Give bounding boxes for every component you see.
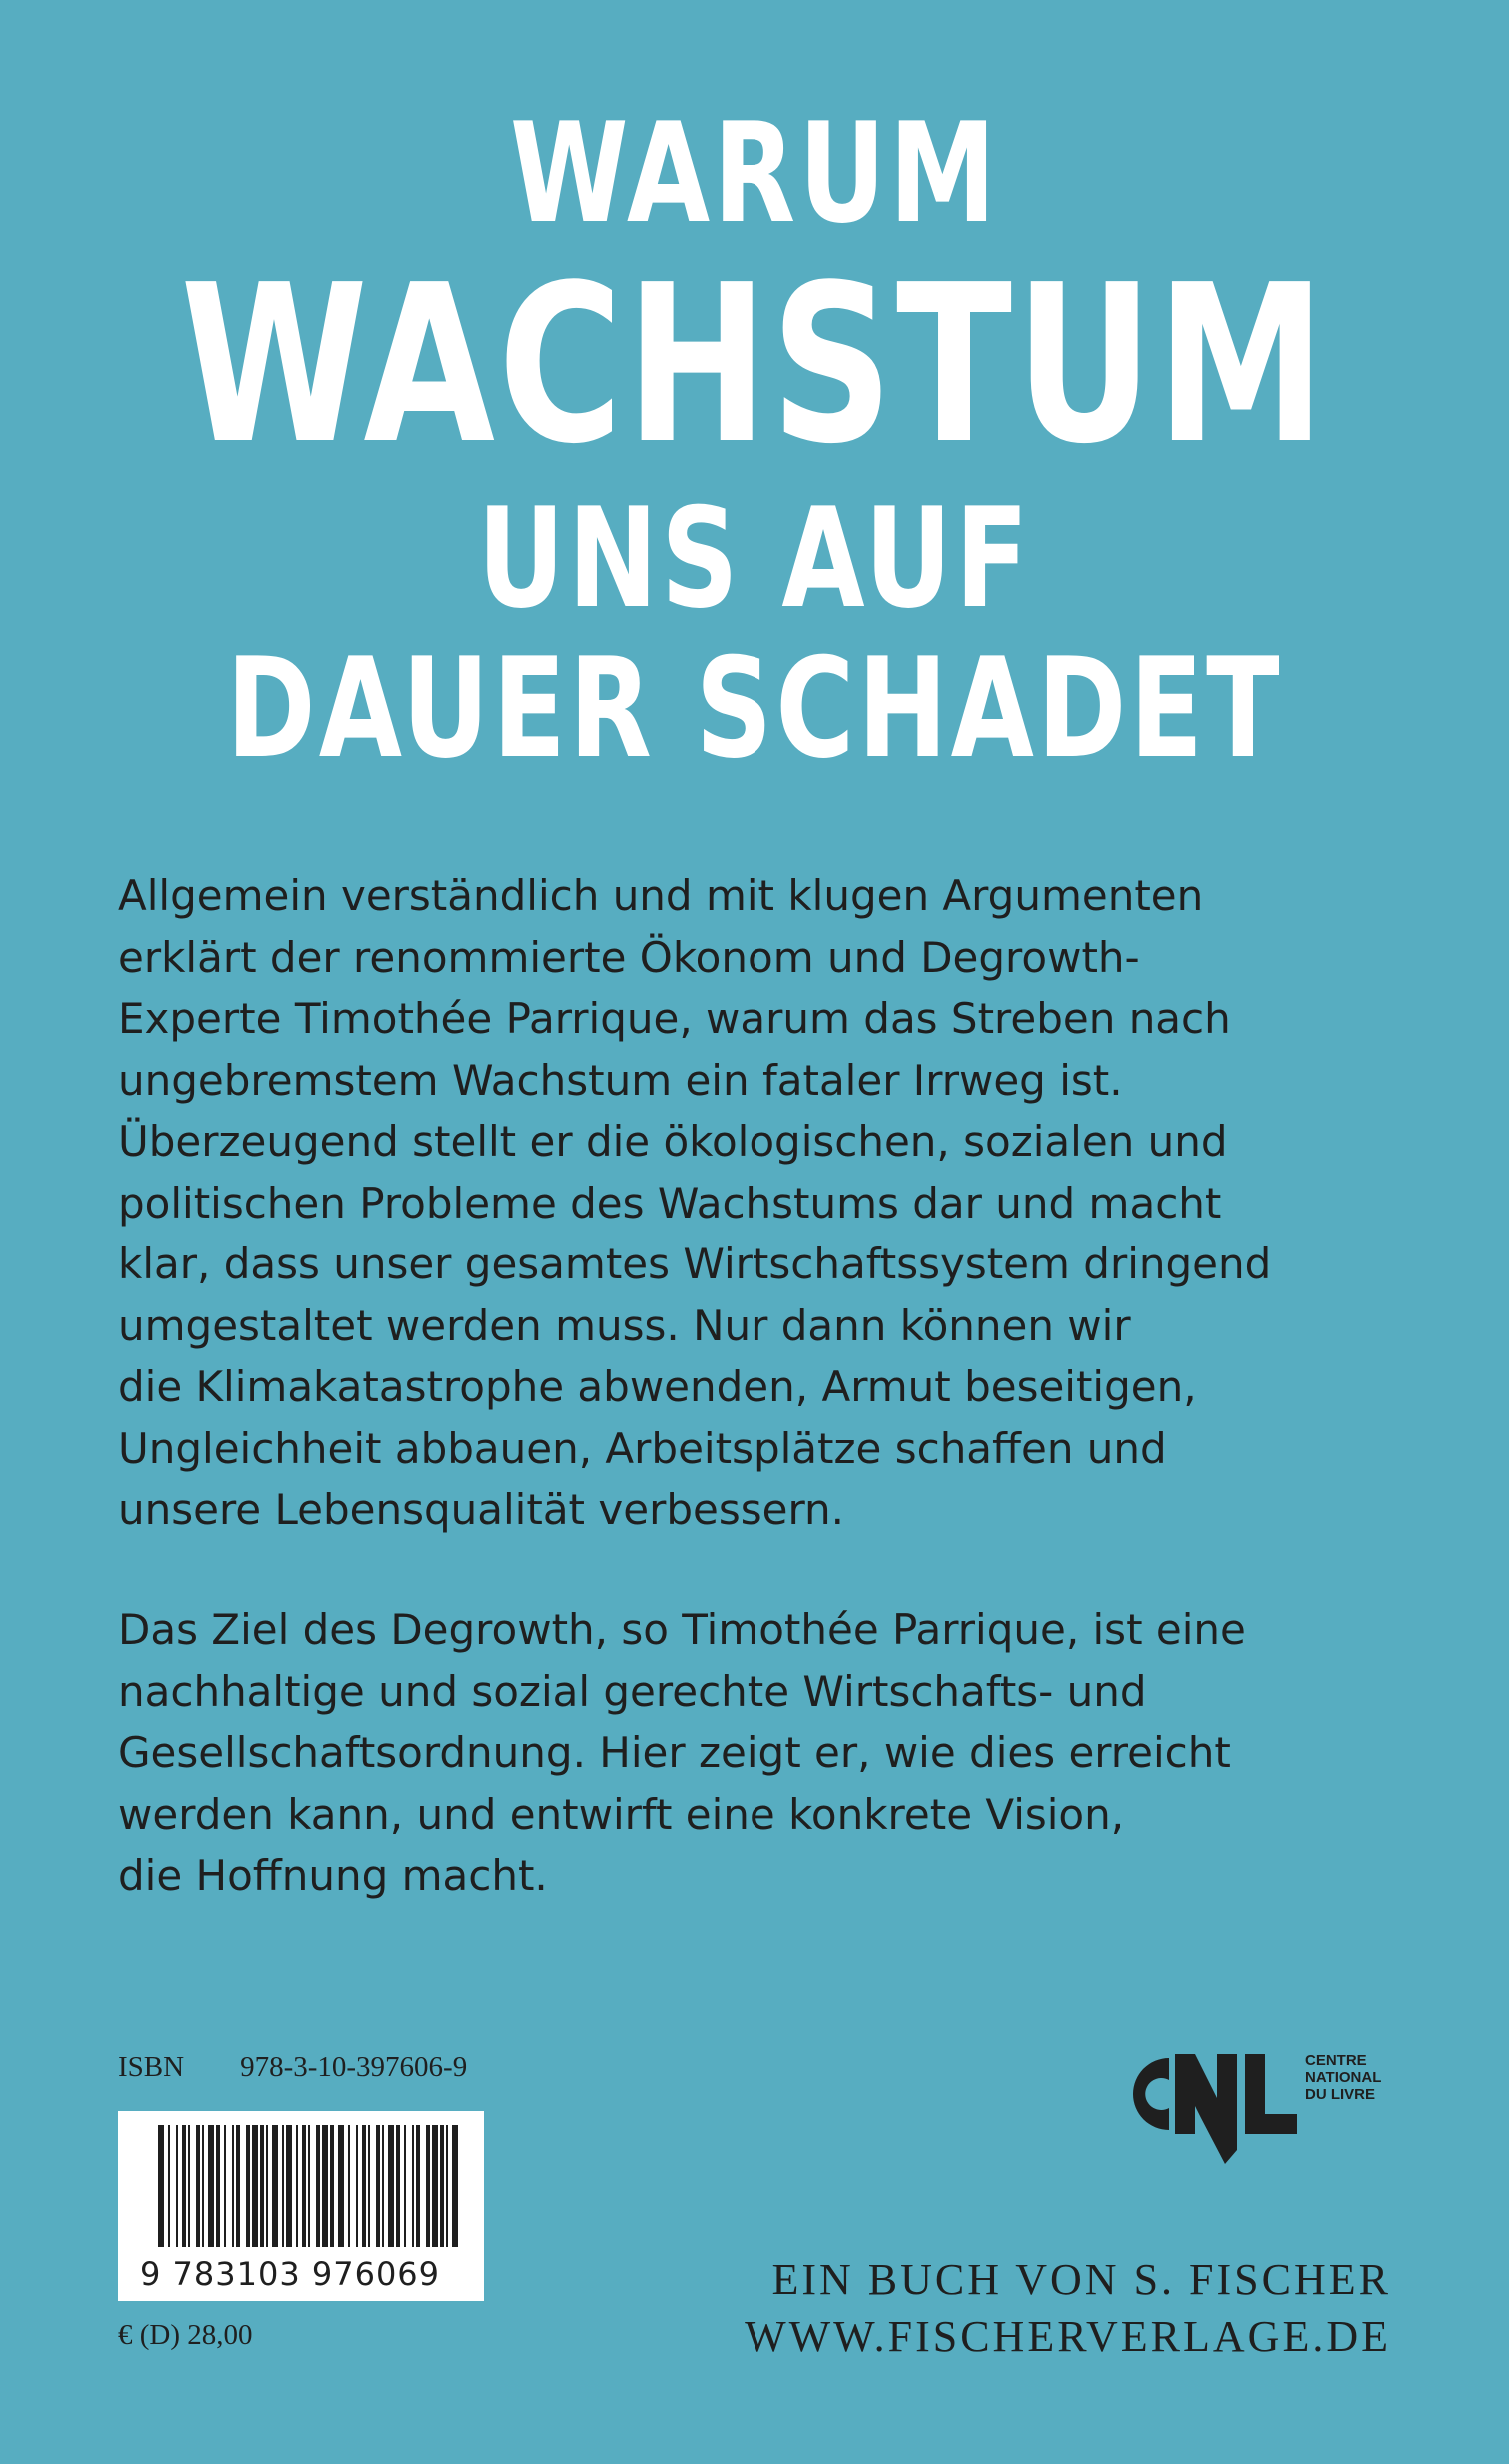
barcode-bar bbox=[396, 2125, 400, 2247]
barcode-bar bbox=[440, 2125, 444, 2247]
barcode-bar bbox=[362, 2125, 366, 2247]
isbn-number: 978-3-10-397606-9 bbox=[240, 2051, 468, 2083]
cnl-mark-icon bbox=[1111, 2024, 1301, 2164]
barcode-bar bbox=[232, 2125, 234, 2247]
barcode-bar bbox=[252, 2125, 258, 2247]
headline-line-4: DAUER SCHADET bbox=[226, 628, 1283, 789]
barcode-bar bbox=[368, 2125, 370, 2247]
barcode-bar bbox=[348, 2125, 350, 2247]
blurb-line: nachhaltige und sozial gerechte Wirtschafts- und bbox=[118, 1666, 1147, 1716]
blurb-line: Das Ziel des Degrowth, so Timothée Parrique, ist eine bbox=[118, 1605, 1246, 1654]
barcode-bar bbox=[412, 2125, 414, 2247]
isbn-row bbox=[118, 2051, 467, 2084]
barcode-bar bbox=[382, 2125, 384, 2247]
barcode-bar bbox=[330, 2125, 334, 2247]
headline bbox=[0, 93, 1509, 789]
barcode-bar bbox=[426, 2125, 430, 2247]
barcode-bar bbox=[196, 2125, 200, 2247]
blurb-line: werden kann, und entwirft eine konkrete Vision, bbox=[118, 1789, 1125, 1839]
headline-line-2: WACHSTUM bbox=[180, 239, 1329, 492]
barcode-bar bbox=[322, 2125, 328, 2247]
blurb-line: politischen Probleme des Wachstums dar und macht bbox=[118, 1178, 1222, 1228]
barcode-bar bbox=[188, 2125, 190, 2247]
barcode-bar bbox=[158, 2125, 164, 2247]
barcode-bar bbox=[308, 2125, 310, 2247]
blurb-paragraph-1 bbox=[118, 865, 1407, 1541]
barcode bbox=[118, 2111, 484, 2301]
barcode-bar bbox=[446, 2125, 448, 2247]
barcode-digits: 9 783103 976069 bbox=[140, 2255, 441, 2293]
blurb-paragraph-2 bbox=[118, 1599, 1407, 1907]
barcode-bar bbox=[236, 2125, 240, 2247]
headline-line-1: WARUM bbox=[509, 93, 1000, 254]
barcode-bar bbox=[296, 2125, 298, 2247]
barcode-bar bbox=[246, 2125, 250, 2247]
publisher-website: WWW.FISCHERVERLAGE.DE bbox=[745, 2312, 1391, 2361]
barcode-bar bbox=[286, 2125, 292, 2247]
blurb-line: Experte Timothée Parrique, warum das Streben nach bbox=[118, 994, 1231, 1043]
barcode-bar bbox=[416, 2125, 420, 2247]
headline-line-3: UNS AUF bbox=[477, 478, 1032, 639]
blurb-line: unsere Lebensqualität verbessern. bbox=[118, 1485, 844, 1534]
barcode-bar bbox=[404, 2125, 406, 2247]
cnl-text bbox=[1305, 2052, 1381, 2103]
barcode-bar bbox=[176, 2125, 178, 2247]
publisher-line-1: EIN BUCH VON S. FISCHER bbox=[771, 2255, 1391, 2304]
barcode-bar bbox=[376, 2125, 380, 2247]
blurb-line: umgestaltet werden muss. Nur dann können wir bbox=[118, 1300, 1131, 1350]
blurb-line: die Hoffnung macht. bbox=[118, 1851, 548, 1900]
barcode-bar bbox=[266, 2125, 268, 2247]
blurb-line: Allgemein verständlich und mit klugen Argumenten bbox=[118, 871, 1204, 920]
cnl-text-line: CENTRE bbox=[1305, 2052, 1367, 2069]
isbn-label: ISBN bbox=[118, 2051, 185, 2083]
barcode-bar bbox=[216, 2125, 220, 2247]
barcode-bar bbox=[272, 2125, 278, 2247]
barcode-bar bbox=[224, 2125, 226, 2247]
cnl-logo bbox=[1111, 2024, 1411, 2164]
blurb-line: Ungleichheit abbauen, Arbeitsplätze schaffen und bbox=[118, 1423, 1167, 1473]
barcode-bar bbox=[432, 2125, 438, 2247]
blurb-line: ungebremstem Wachstum ein fataler Irrweg ist. bbox=[118, 1055, 1123, 1105]
publisher bbox=[745, 2251, 1391, 2365]
cnl-text-line: DU LIVRE bbox=[1305, 2086, 1376, 2103]
barcode-bar bbox=[182, 2125, 186, 2247]
cnl-text-line: NATIONAL bbox=[1305, 2069, 1382, 2086]
price: € (D) 28,00 bbox=[118, 2319, 253, 2351]
barcode-bar bbox=[282, 2125, 284, 2247]
blurb-line: Überzeugend stellt er die ökologischen, sozialen und bbox=[118, 1117, 1228, 1166]
barcode-bar bbox=[388, 2125, 394, 2247]
barcode-bar bbox=[202, 2125, 204, 2247]
barcode-bar bbox=[338, 2125, 344, 2247]
barcode-bar bbox=[208, 2125, 214, 2247]
barcode-bar bbox=[260, 2125, 264, 2247]
barcode-bar bbox=[168, 2125, 170, 2247]
blurb-line: erklärt der renommierte Ökonom und Degrowth- bbox=[118, 932, 1140, 982]
barcode-bar bbox=[316, 2125, 320, 2247]
blurb-line: Gesellschaftsordnung. Hier zeigt er, wie dies erreicht bbox=[118, 1728, 1231, 1777]
blurb-line: klar, dass unser gesamtes Wirtschaftssystem dringend bbox=[118, 1239, 1272, 1288]
barcode-bar bbox=[452, 2125, 458, 2247]
barcode-bar bbox=[356, 2125, 358, 2247]
blurb-line: die Klimakatastrophe abwenden, Armut beseitigen, bbox=[118, 1362, 1197, 1411]
barcode-bar bbox=[302, 2125, 306, 2247]
